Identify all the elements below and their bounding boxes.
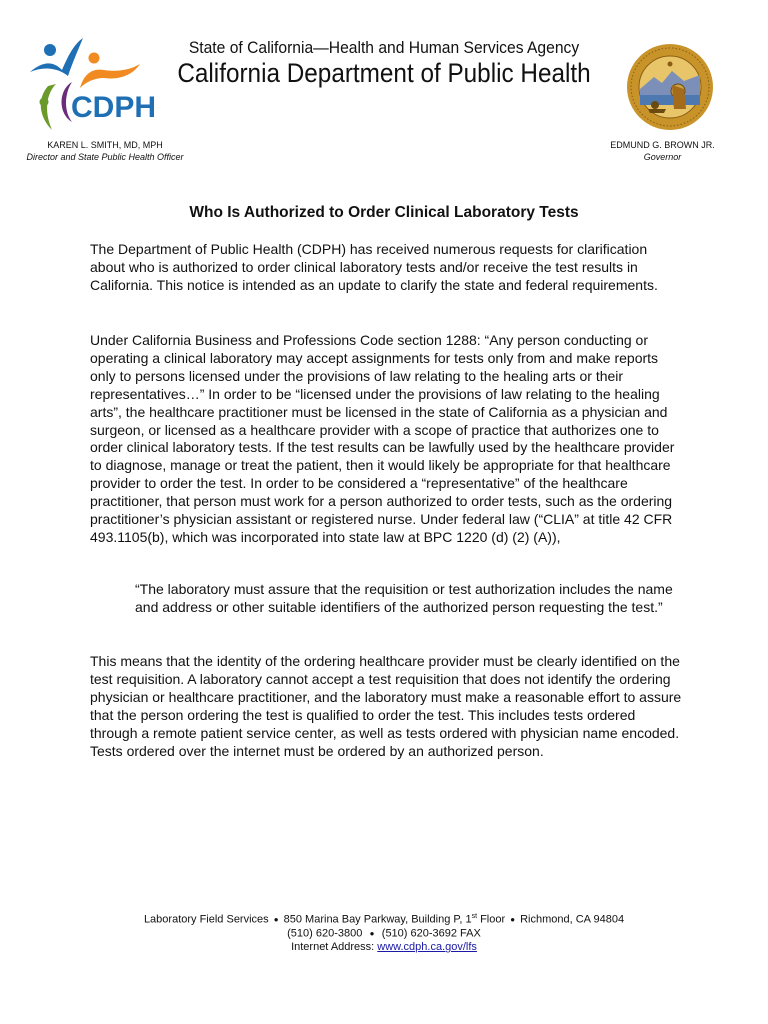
governor-name: EDMUND G. BROWN JR.	[610, 140, 715, 150]
footer-street: 850 Marina Bay Parkway, Building P, 1	[283, 913, 472, 926]
director-title: Director and State Public Health Officer	[26, 152, 184, 162]
agency-line: State of California—Health and Human Services Agency	[188, 38, 580, 57]
bullet-icon: ●	[367, 929, 377, 939]
footer-phone-line	[0, 927, 768, 941]
footer-phone: (510) 620-3800	[287, 927, 363, 940]
bullet-icon: ●	[273, 915, 279, 924]
footer-internet-line	[0, 941, 768, 955]
footer-ordinal: st	[471, 913, 478, 920]
state-seal-icon	[626, 43, 714, 131]
block-quote: “The laboratory must assure that the requisition or test authorization includes the name and address or other suitable identifiers of the authorized person requesting the test.”	[135, 581, 673, 615]
director-name: KAREN L. SMITH, MD, MPH	[47, 140, 163, 150]
paragraph-requirements: This means that the identity of the ordering healthcare provider must be clearly identified on the test requisition. A laboratory cannot accept a test requisition that does not identify the ordering physician or healthcare practitioner, and the laboratory must make a reasonable effort to assure that the person ordering the test is qualified to order the test. This includes tests ordered through a remote patient service center, as well as tests ordered with physician name encoded. Tests ordered over the internet must be ordered by an authorized person.	[90, 653, 682, 759]
paragraph-intro: The Department of Public Health (CDPH) has received numerous requests for clarification about who is authorized to order clinical laboratory tests and/or receive the test results in California. This notice is intended as an update to clarify the state and federal requirements.	[90, 241, 658, 293]
footer-floor: Floor	[477, 913, 506, 926]
footer-internet-label: Internet Address:	[291, 941, 378, 954]
footer-city: Richmond, CA 94804	[520, 913, 625, 926]
bullet-icon: ●	[510, 915, 516, 924]
state-seal	[626, 43, 714, 131]
governor-block	[590, 139, 735, 163]
footer-address-line	[0, 910, 768, 927]
footer-fax: (510) 620-3692 FAX	[381, 927, 481, 940]
footer	[0, 910, 768, 955]
paragraph-code-section: Under California Business and Professions Code section 1288: “Any person conducting or operating a clinical laboratory may accept assignments for tests only from and make reports only to persons licensed under the provisions of law relating to the healing arts or their representatives…” In order to be “licensed under the provisions of law relating to the healing arts”, the healthcare practitioner must be licensed in the state of California as a physician and surgeon, or licensed as a healthcare provider with a scope of practice that authorizes one to order clinical laboratory tests. If the test results can be lawfully used by the healthcare provider to diagnose, manage or treat the patient, then it would likely be appropriate for that healthcare provider to order the test. In order to be considered a “representative” of the healthcare practitioner, that person must work for a person authorized to order tests, such as the ordering practitioner’s physician assistant or registered nurse. Under federal law (“CLIA” at title 42 CFR 493.1105(b), which was incorporated into state law at BPC 1220 (d) (2) (A)),	[90, 332, 675, 545]
footer-website-link[interactable]: www.cdph.ca.gov/lfs	[377, 941, 477, 954]
footer-office: Laboratory Field Services	[143, 913, 269, 926]
document-title: Who Is Authorized to Order Clinical Laboratory Tests	[189, 204, 579, 221]
director-block	[20, 139, 190, 163]
cdph-logo-text: CDPH	[71, 91, 157, 124]
department-title: California Department of Public Health	[177, 58, 591, 88]
governor-title: Governor	[643, 152, 682, 162]
